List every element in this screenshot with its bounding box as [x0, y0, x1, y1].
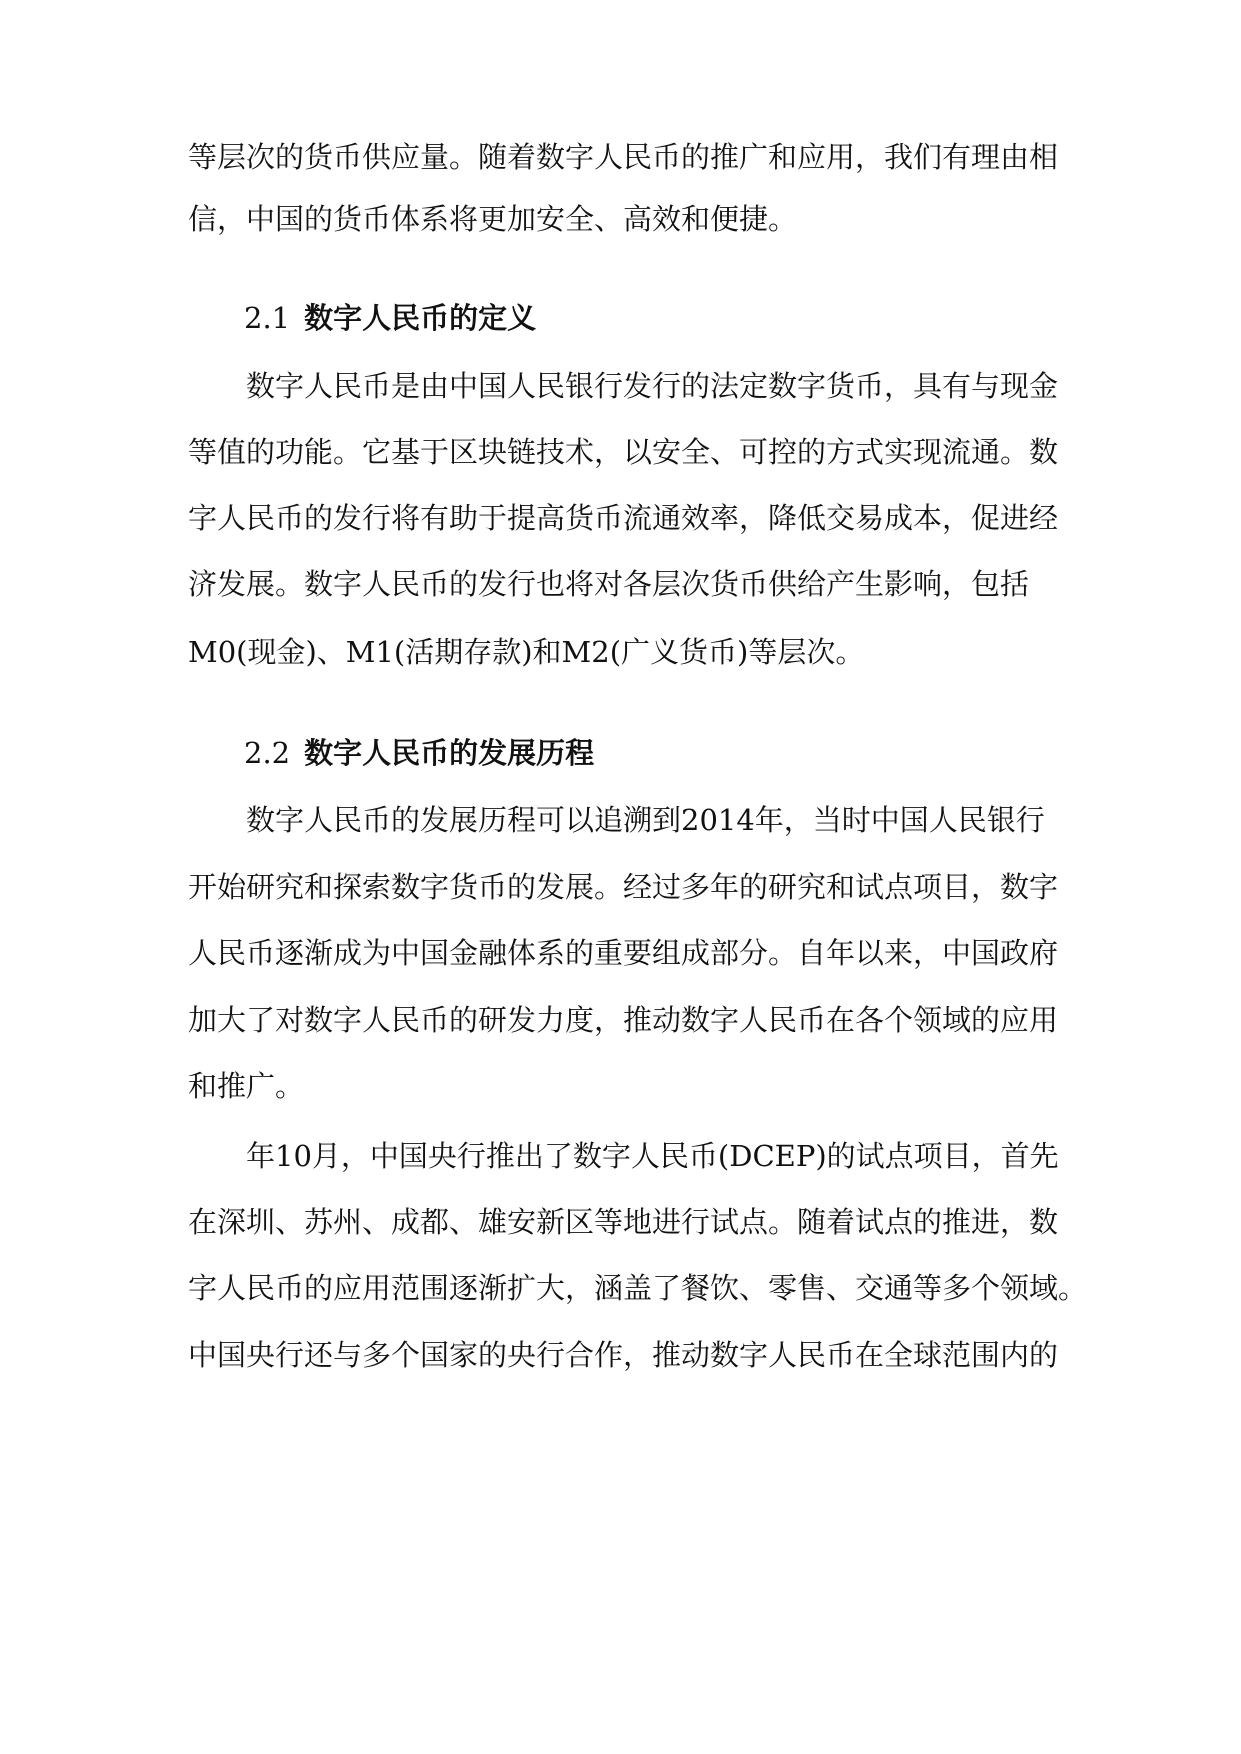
paragraph-line: 等值的功能。它基于区块链技术，以安全、可控的方式实现流通。数 [188, 435, 1059, 469]
paragraph-line: M0(现金)、M1(活期存款)和M2(广义货币)等层次。 [188, 635, 865, 669]
section-number: 2.2 [244, 736, 291, 770]
paragraph-line: 开始研究和探索数字货币的发展。经过多年的研究和试点项目，数字 [188, 870, 1059, 904]
paragraph-line: 和推广。 [188, 1069, 305, 1103]
paragraph-line: 年10月，中国央行推出了数字人民币(DCEP)的试点项目，首先 [246, 1139, 1059, 1173]
paragraph-line: 字人民币的应用范围逐渐扩大，涵盖了餐饮、零售、交通等多个领域。 [188, 1271, 1088, 1305]
paragraph-line: 中国央行还与多个国家的央行合作，推动数字人民币在全球范围内的 [188, 1338, 1059, 1372]
paragraph-line: 济发展。数字人民币的发行也将对各层次货币供给产生影响，包括 [188, 567, 1030, 601]
paragraph-line: 人民币逐渐成为中国金融体系的重要组成部分。自年以来，中国政府 [188, 936, 1059, 970]
paragraph-line: 加大了对数字人民币的研发力度，推动数字人民币在各个领域的应用 [188, 1003, 1059, 1037]
paragraph-line: 在深圳、苏州、成都、雄安新区等地进行试点。随着试点的推进，数 [188, 1205, 1059, 1239]
section-number: 2.1 [244, 301, 291, 335]
paragraph-line: 数字人民币的发展历程可以追溯到2014年，当时中国人民银行 [246, 803, 1045, 837]
section-title: 数字人民币的发展历程 [304, 736, 595, 770]
intro-line-2: 信，中国的货币体系将更加安全、高效和便捷。 [188, 202, 798, 236]
paragraph-line: 数字人民币是由中国人民银行发行的法定数字货币，具有与现金 [246, 369, 1059, 403]
intro-line-1: 等层次的货币供应量。随着数字人民币的推广和应用，我们有理由相 [188, 140, 1059, 174]
section-heading-2-1 [244, 298, 536, 338]
paragraph-line: 字人民币的发行将有助于提高货币流通效率，降低交易成本，促进经 [188, 501, 1059, 535]
section-title: 数字人民币的定义 [304, 301, 537, 335]
section-heading-2-2 [244, 733, 594, 773]
